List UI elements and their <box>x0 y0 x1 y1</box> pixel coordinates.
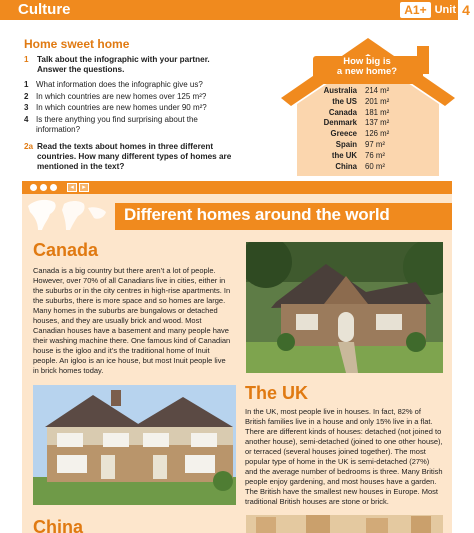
text-line: British families live in a house and only 15% live in a flat. <box>245 417 433 426</box>
stat-country: the UK <box>331 150 357 160</box>
stat-country: Greece <box>330 129 357 139</box>
page-dots <box>30 184 57 191</box>
task-number: 1 <box>24 55 29 64</box>
next-arrow-icon[interactable]: ▸ <box>79 183 89 192</box>
unit-number: 4 <box>458 0 474 20</box>
stat-row <box>305 140 435 151</box>
stat-size: 60 m² <box>365 161 385 171</box>
level-badge: A1+ <box>400 2 430 18</box>
text-line: houses, and they are usually brick and wood. Most <box>33 316 202 325</box>
stat-country: Australia <box>323 86 357 95</box>
text-line: another house), semi-detached (joined to one other house), <box>245 437 443 446</box>
question-number: 4 <box>24 115 29 124</box>
question-item <box>24 103 279 113</box>
text-line: their washing machine there. One famous kind of Canadian <box>33 336 231 345</box>
text-line: in brick homes today. <box>33 366 104 375</box>
canada-house-photo <box>246 242 443 373</box>
text-line: the suburbs or in the city centres in high-rise apartments. In <box>33 286 231 295</box>
stat-size: 76 m² <box>365 150 385 160</box>
task-2a <box>24 142 284 174</box>
infographic-title-line: How big is <box>343 56 391 67</box>
task-instruction-line: Read the texts about homes in three different <box>37 142 214 151</box>
question-text: Is there anything you find surprising about the <box>36 115 198 124</box>
text-line: In the UK, most people live in houses. In fact, 82% of <box>245 407 421 416</box>
infographic-title <box>313 57 421 77</box>
stat-size: 181 m² <box>365 107 390 117</box>
stat-row <box>305 151 435 162</box>
text-line: popular type of home in the UK is semi-detached (27%) <box>245 457 430 466</box>
stat-country: Canada <box>328 107 357 117</box>
question-item <box>24 92 279 102</box>
unit-label: Unit <box>434 4 456 16</box>
question-text: information? <box>36 125 81 134</box>
question-text: In which countries are new homes under 90 m²? <box>36 103 207 112</box>
stat-country: Spain <box>335 139 357 149</box>
stat-row <box>305 162 435 173</box>
text-line: the suburbs, there is more space and so homes are large. <box>33 296 226 305</box>
dot-icon <box>30 184 37 191</box>
stat-size: 137 m² <box>365 118 390 128</box>
text-line: There are different kinds of houses: detached (not joined to <box>245 427 442 436</box>
text-line: and the average number of bedrooms is three. Many British <box>245 467 443 476</box>
text-line: The British have the smallest new houses in Europe. Most <box>245 487 439 496</box>
stat-size: 126 m² <box>365 129 390 139</box>
top-bar <box>0 0 474 20</box>
infographic-title-line: a new home? <box>336 66 398 77</box>
uk-text <box>245 407 445 507</box>
stat-row <box>305 108 435 119</box>
stat-country: the US <box>332 96 357 106</box>
uk-heading: The UK <box>245 383 308 403</box>
stat-size: 201 m² <box>365 96 390 106</box>
task-instruction-line: countries. How many different types of homes are <box>37 152 232 161</box>
section-title: Culture <box>18 1 71 18</box>
text-line: Canada is a big country but there aren’t a lot of people. <box>33 266 216 275</box>
prev-arrow-icon[interactable]: ◂ <box>67 183 77 192</box>
stat-size: 214 m² <box>365 86 390 95</box>
article-banner-title: Different homes around the world <box>124 205 390 224</box>
text-line: or terraced (several houses joined together). The most <box>245 447 426 456</box>
stat-country: Denmark <box>323 118 357 128</box>
stat-size: 97 m² <box>365 139 385 149</box>
world-map-icon <box>24 192 114 232</box>
question-item <box>24 115 279 135</box>
uk-house-photo <box>33 385 236 505</box>
dot-icon <box>50 184 57 191</box>
task-instruction-line: Answer the questions. <box>37 65 125 74</box>
task-instruction-line: mentioned in the text? <box>37 162 125 171</box>
text-line: people. An igloo is an ice house, but most Inuit people live <box>33 356 226 365</box>
stat-row <box>305 118 435 129</box>
task-1 <box>24 55 284 75</box>
text-line: Canadian houses have a basement and many people have <box>33 326 229 335</box>
stat-country: China <box>335 161 357 171</box>
question-number: 3 <box>24 103 29 112</box>
china-building-photo <box>246 515 443 533</box>
china-heading: China <box>33 517 84 533</box>
stat-row <box>305 86 435 97</box>
lesson-title: Home sweet home <box>24 37 130 51</box>
question-item <box>24 80 279 90</box>
question-text: In which countries are new homes over 125 m²? <box>36 92 207 101</box>
stat-row <box>305 129 435 140</box>
question-text: What information does the infographic give us? <box>36 80 203 89</box>
text-line: people enjoy gardening, and most houses have a garden. <box>245 477 437 486</box>
text-line: traditional British houses are stone or brick. <box>245 497 389 506</box>
text-line: house is the igloo and it’s the traditional home of Inuit <box>33 346 210 355</box>
question-number: 1 <box>24 80 29 89</box>
unit-indicator <box>400 0 474 20</box>
infographic-table <box>305 86 435 172</box>
canada-text <box>33 266 239 376</box>
text-line: However, over 70% of all Canadians live in cities, either in <box>33 276 226 285</box>
text-line: Many homes in the suburbs are bungalows or detached <box>33 306 218 315</box>
task-instruction-line: Talk about the infographic with your partner. <box>37 55 210 64</box>
question-number: 2 <box>24 92 29 101</box>
canada-heading: Canada <box>33 240 99 260</box>
stat-row <box>305 97 435 108</box>
task-number: 2a <box>24 142 34 151</box>
dot-icon <box>40 184 47 191</box>
